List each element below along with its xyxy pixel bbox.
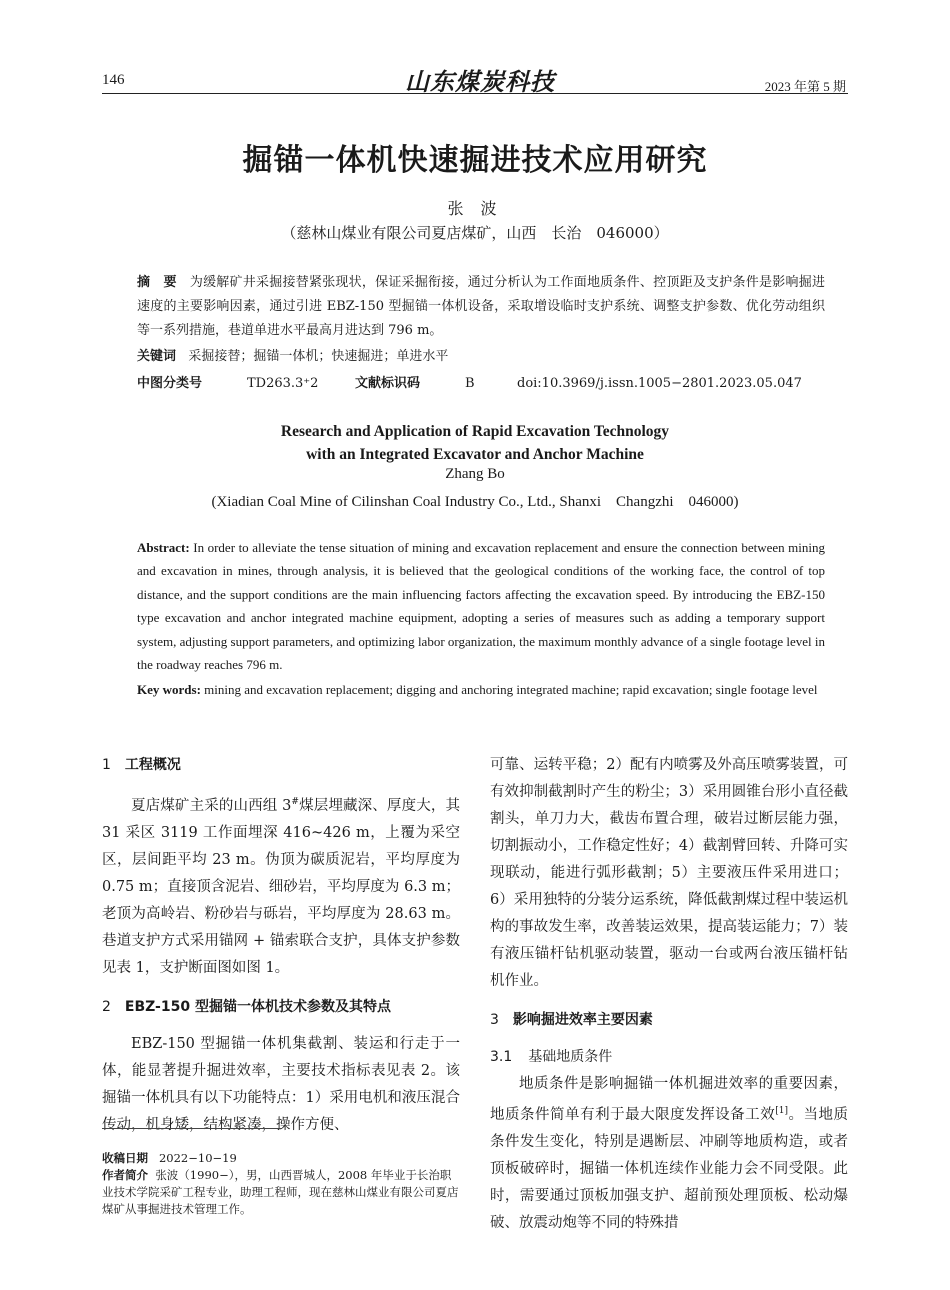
section-1-text-b: 煤层埋藏深、厚度大，其 31 采区 3119 工作面埋深 416~426 m，上覆为采空区，层间距平均 23 m。伪顶为碳质泥岩，平均厚度为 0.75 m；直接顶含泥岩、细砂岩，平均厚度为 6.3 m；老顶为高岭岩、粉砂岩与砾岩，平均厚度为 28.63 m。巷道支护方式采用锚网 + 锚索联合支护，具体支护参数见表 1，支护断面图如图 1。	[102, 797, 460, 976]
cn-abstract	[137, 271, 825, 343]
page-number: 146	[102, 72, 125, 88]
en-title-line1: Research and Application of Rapid Excavation Technology	[280, 423, 670, 440]
section-3-number: 3	[490, 1012, 499, 1028]
received-label: 收稿日期	[102, 1151, 148, 1165]
cn-abstract-label: 摘 要	[137, 275, 177, 290]
clc-label: 中图分类号	[137, 376, 203, 391]
right-column	[490, 752, 848, 1237]
author-affiliation: （慈林山煤业有限公司夏店煤矿，山西 长治 046000）	[281, 224, 669, 242]
section-2-heading	[102, 994, 460, 1021]
section-1-number: 1	[102, 757, 111, 773]
section-3-1-text-a: 地质条件是影响掘锚一体机掘进效率的重要因素，地质条件简单有利于最大限度发挥设备工效	[490, 1076, 848, 1123]
section-1-title: 工程概况	[124, 757, 181, 773]
section-1-text-a: 夏店煤矿主采的山西组 3	[131, 797, 292, 814]
issue-label: 2023 年第 5 期	[764, 79, 846, 94]
section-2-number: 2	[102, 998, 111, 1015]
en-author: Zhang Bo	[445, 466, 505, 482]
section-2-continued: 可靠、运转平稳；2）配有内喷雾及外高压喷雾装置，可有效抑制截割时产生的粉尘；3）采用圆锥台形小直径截割头，单刀力大，截齿布置合理，破岩过断层能力强，切割振动小，工作稳定性好；4）截割臂回转、升降可实现联动，能进行弧形截割；5）主要液压件采用进口；6）采用独特的分装分运系统，降低截割煤过程中装运机构的事故发生率，改善装运效果，提高装运能力；7）装有液压锚杆钻机驱动装置，驱动一台或两台液压锚杆钻机作业。	[490, 757, 848, 989]
doi-link[interactable]: doi:10.3969/j.issn.1005−2801.2023.05.047	[517, 376, 802, 391]
en-title	[0, 420, 950, 466]
cn-abstract-text: 为缓解矿井采掘接替紧张现状，保证采掘衔接，通过分析认为工作面地质条件、控顶距及支护条件是影响掘进速度的主要影响因素，通过引进 EBZ-150 型掘锚一体机设备，采取增设临时支护系统、调整支护参数、优化劳动组织等一系列措施，巷道单进水平最高月进达到 796 m。	[137, 275, 825, 338]
en-affiliation: (Xiadian Coal Mine of Cilinshan Coal Industry Co., Ltd., Shanxi Changzhi 046000)	[211, 494, 739, 510]
en-abstract-text: In order to alleviate the tense situation of mining and excavation replacement and ensure the connection between mining and excavation in mines, through analysis, it is believed that the geological conditions of the working face, the control of top distance, and the support conditions are the main influencing factors affecting the excavation speed. By introducing the EBZ-150 type excavation and anchor integrated machine equipment, adopting a series of measures such as adding a temporary support system, adjusting support parameters, and optimizing labor organization, the maximum monthly advance of a single footage level in the roadway reaches 796 m.	[137, 540, 826, 673]
received-date: 2022−10−19	[158, 1151, 237, 1165]
section-2-title: EBZ-150 型掘锚一体机技术参数及其特点	[124, 998, 391, 1015]
journal-logo: 山东煤炭科技	[405, 67, 555, 96]
header-divider	[102, 93, 848, 94]
bio-label: 作者简介	[102, 1168, 148, 1182]
section-3-title: 影响掘进效率主要因素	[512, 1012, 653, 1028]
paper-title: 掘锚一体机快速掘进技术应用研究	[242, 143, 708, 178]
footnote	[102, 1150, 460, 1218]
citation-ref[interactable]: [1]	[775, 1106, 788, 1116]
section-1-heading	[102, 752, 460, 779]
en-keywords-text: mining and excavation replacement; digging and anchoring integrated machine; rapid excavation; single footage level	[204, 682, 818, 697]
en-keywords-label: Key words:	[137, 682, 201, 697]
clc-value: TD263.3⁺2	[247, 376, 319, 391]
section-3-1-number: 3.1	[490, 1049, 513, 1065]
section-3-heading	[490, 1007, 848, 1034]
section-2-paragraph: EBZ-150 型掘锚一体机集截割、装运和行走于一体，能显著提升掘进效率，主要技术指标表见表 2。该掘锚一体机具有以下功能特点：1）采用电机和液压混合传动，机身矮，结构紧凑，操作方便、	[102, 1035, 460, 1133]
section-3-1-paragraph	[490, 1071, 848, 1237]
doc-code-value: B	[465, 376, 475, 391]
doc-code-label: 文献标识码	[355, 376, 421, 391]
bio-text: 张波（1990−），男，山西晋城人，2008 年毕业于长治职业技术学院采矿工程专业，助理工程师，现在慈林山煤业有限公司夏店煤矿从事掘进技术管理工作。	[102, 1168, 459, 1216]
section-3-1-title: 基础地质条件	[528, 1049, 613, 1065]
section-1-paragraph	[102, 789, 460, 982]
section-3-1-text-b: 。当地质条件发生变化，特别是遇断层、冲刷等地质构造，或者顶板破碎时，掘锚一体机连续作业能力会不同受限。此时，需要通过顶板加强支护、超前预处理顶板、松动爆破、放震动炮等不同的特殊措	[490, 1106, 849, 1231]
cn-keywords-label: 关键词	[137, 349, 177, 364]
classification-line	[137, 372, 837, 391]
cn-keywords-text: 采掘接替；掘锚一体机；快速掘进；单进水平	[188, 349, 449, 364]
superscript: #	[291, 797, 299, 807]
author-name: 张 波	[447, 199, 503, 218]
en-title-line2: with an Integrated Excavator and Anchor Machine	[306, 446, 644, 463]
en-abstract-label: Abstract:	[137, 540, 190, 555]
en-abstract	[137, 536, 825, 676]
left-column	[102, 752, 460, 1139]
cn-keywords	[137, 345, 448, 364]
footnote-divider	[102, 1128, 282, 1129]
en-keywords	[137, 678, 825, 702]
section-3-1-heading	[490, 1044, 848, 1071]
